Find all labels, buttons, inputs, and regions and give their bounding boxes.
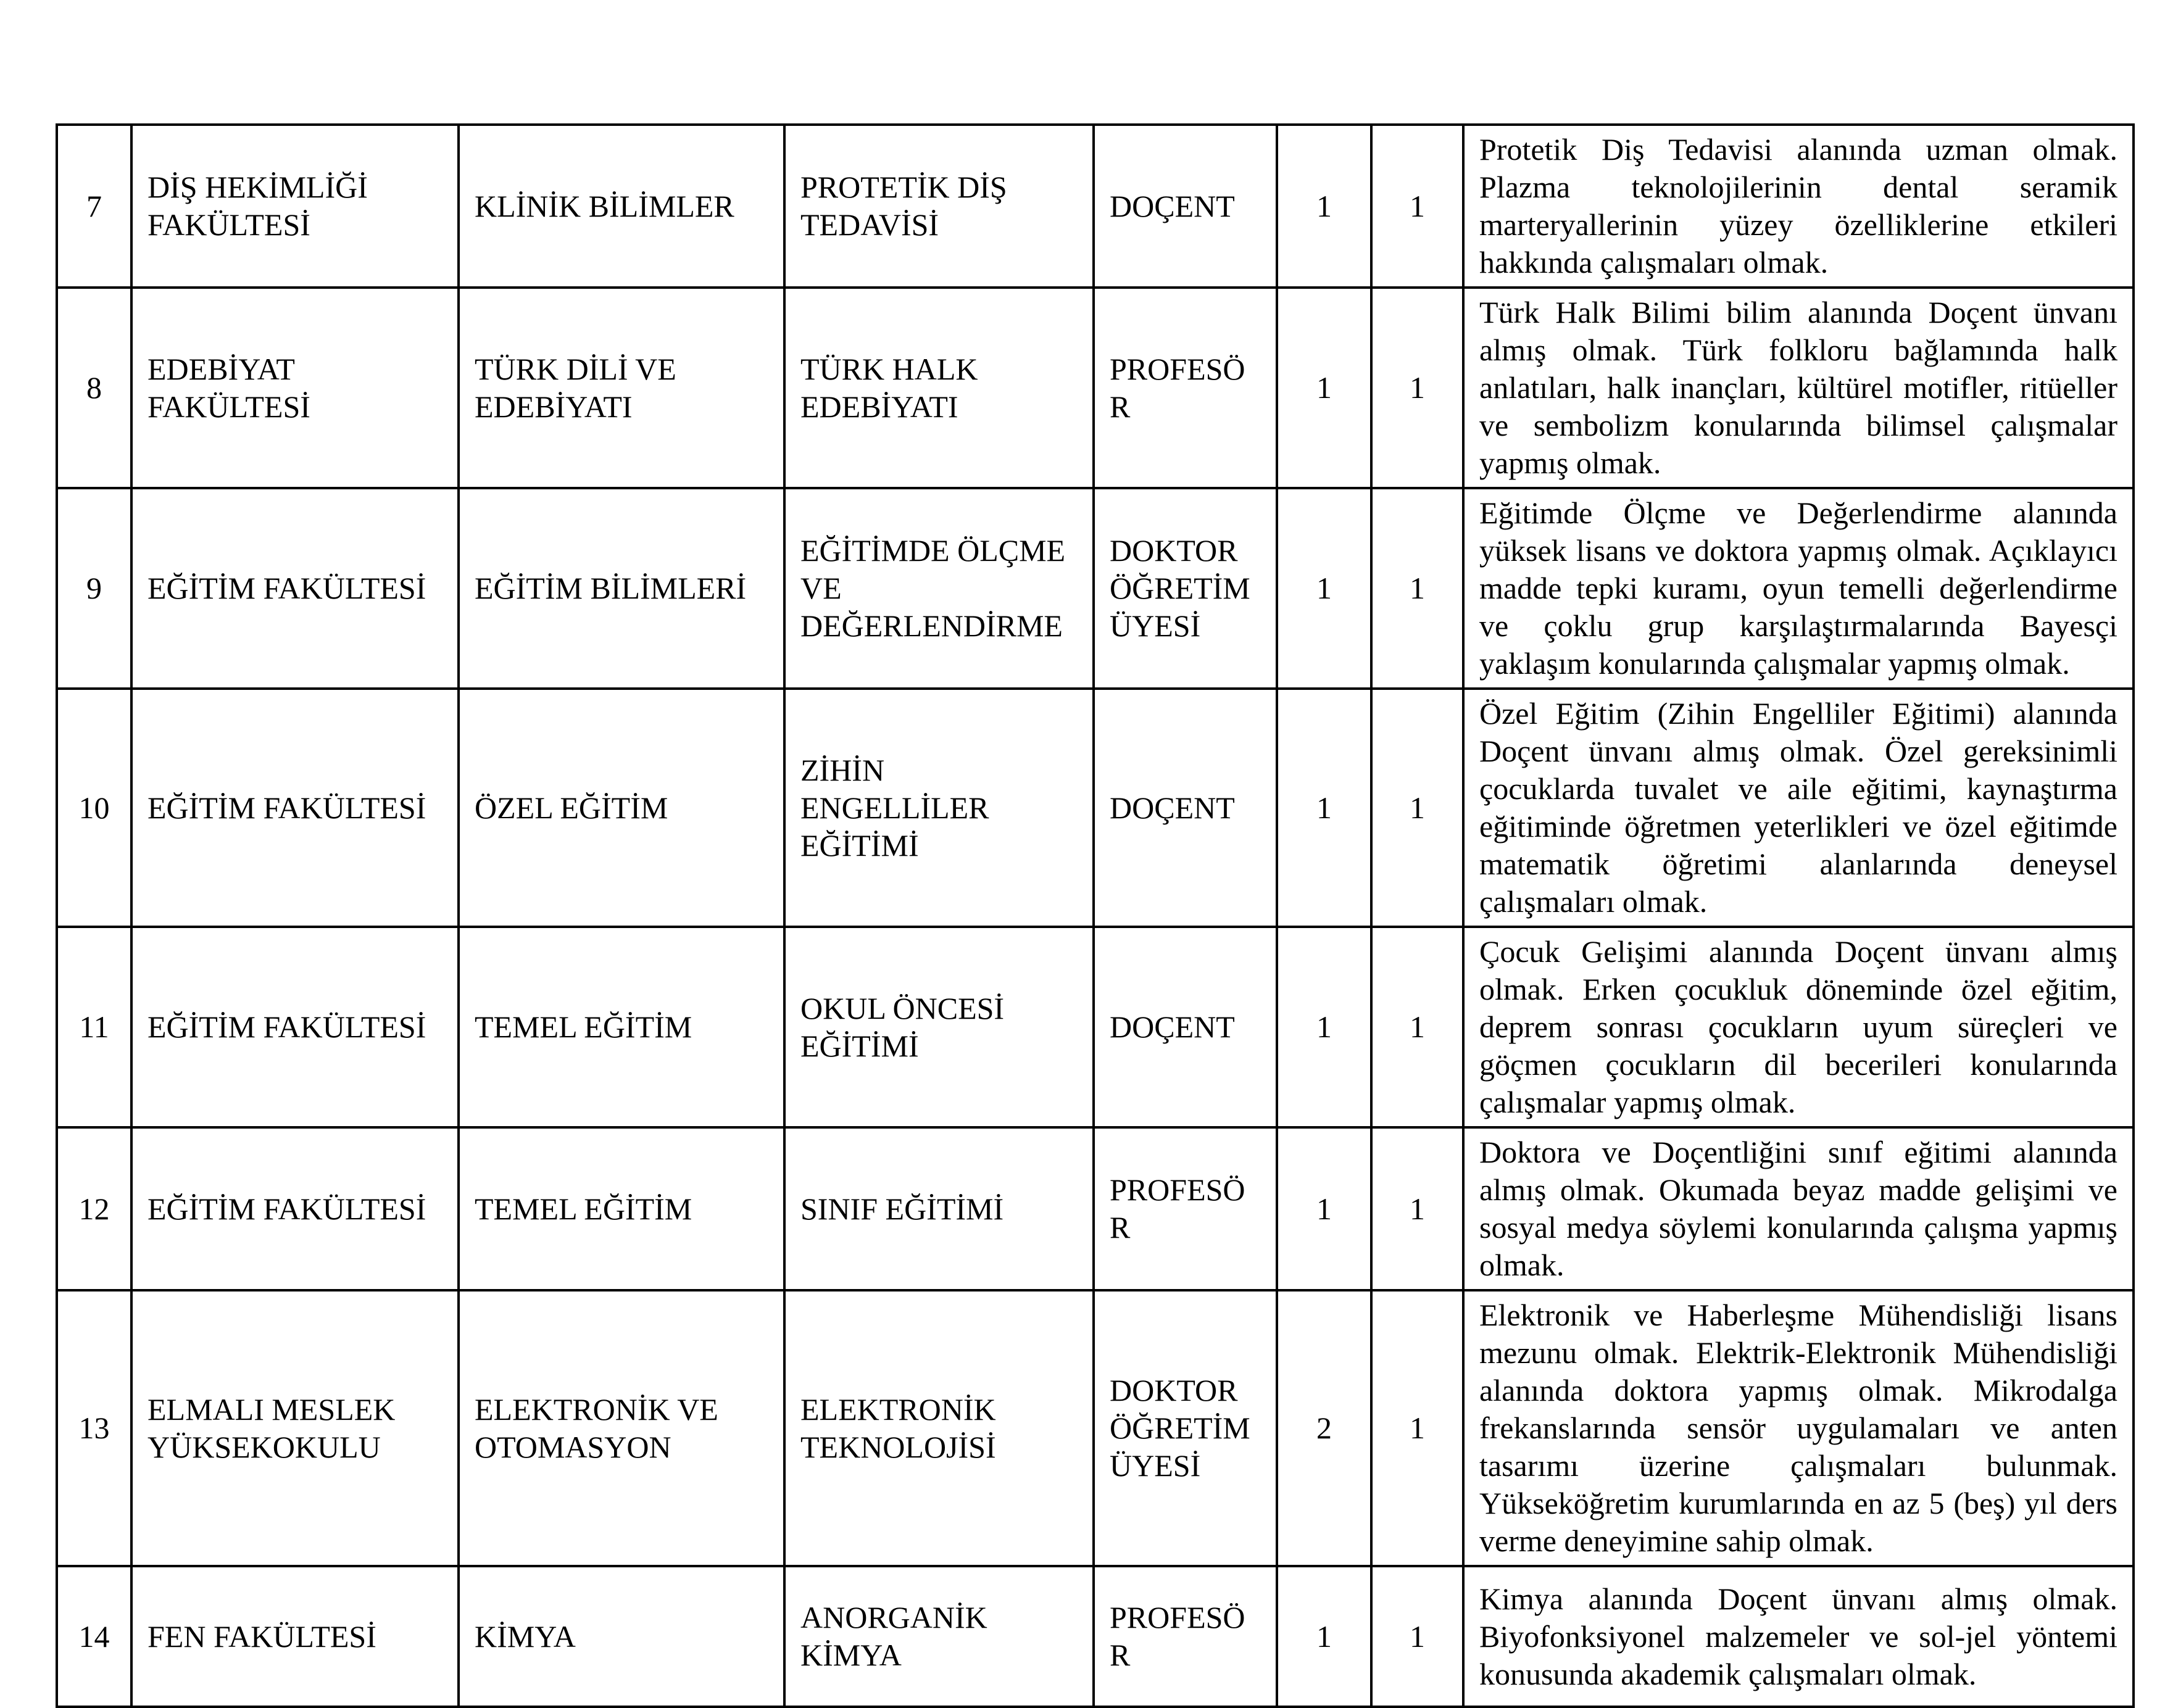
requirements-cell: Elektronik ve Haberleşme Mühendisliği lisans mezunu olmak. Elektrik-Elektronik Mühendisliği alanında doktora yapmış olmak. Mikrodalga frekanslarında sensör uygulamaları ve anten tasarımı üzerine çalışmaları bulunmak. Yükseköğretim kurumlarında en az 5 (beş) yıl ders verme deneyimine sahip olmak. bbox=[1463, 1290, 2134, 1566]
department-cell: KİMYA bbox=[459, 1566, 784, 1707]
table-row bbox=[57, 288, 2134, 488]
requirements-cell: Eğitimde Ölçme ve Değerlendirme alanında yüksek lisans ve doktora yapmış olmak. Açıklayıcı madde tepki kuramı, oyun temelli değerlendirme ve çoklu grup karşılaştırmalarında Bayesçi yaklaşım konularında çalışmalar yapmış olmak. bbox=[1463, 488, 2134, 689]
faculty-cell: EDEBİYAT FAKÜLTESİ bbox=[131, 288, 459, 488]
requirements-cell: Doktora ve Doçentliğini sınıf eğitimi alanında almış olmak. Okumada beyaz madde gelişimi ve sosyal medya söylemi konularında çalışma yapmış olmak. bbox=[1463, 1127, 2134, 1290]
position-count-cell: 1 bbox=[1277, 1566, 1371, 1707]
row-number-cell: 7 bbox=[57, 125, 131, 288]
academic-title-cell: DOÇENT bbox=[1094, 927, 1277, 1127]
faculty-cell: EĞİTİM FAKÜLTESİ bbox=[131, 1127, 459, 1290]
department-cell: TEMEL EĞİTİM bbox=[459, 1127, 784, 1290]
requirements-cell: Türk Halk Bilimi bilim alanında Doçent ünvanı almış olmak. Türk folkloru bağlamında halk anlatıları, halk inançları, kültürel motifler, ritüeller ve sembolizm konularında bilimsel çalışmalar yapmış olmak. bbox=[1463, 288, 2134, 488]
grade-count-cell: 1 bbox=[1371, 689, 1463, 927]
row-number-cell: 12 bbox=[57, 1127, 131, 1290]
position-count-cell: 1 bbox=[1277, 488, 1371, 689]
faculty-cell: ELMALI MESLEK YÜKSEKOKULU bbox=[131, 1290, 459, 1566]
row-number-cell: 13 bbox=[57, 1290, 131, 1566]
row-number-cell: 14 bbox=[57, 1566, 131, 1707]
program-cell: PROTETİK DİŞ TEDAVİSİ bbox=[784, 125, 1094, 288]
position-count-cell: 1 bbox=[1277, 1127, 1371, 1290]
department-cell: ELEKTRONİK VE OTOMASYON bbox=[459, 1290, 784, 1566]
table-row bbox=[57, 927, 2134, 1127]
academic-title-cell: DOÇENT bbox=[1094, 125, 1277, 288]
faculty-cell: DİŞ HEKİMLİĞİ FAKÜLTESİ bbox=[131, 125, 459, 288]
academic-title-cell: DOKTOR ÖĞRETİM ÜYESİ bbox=[1094, 488, 1277, 689]
program-cell: ELEKTRONİK TEKNOLOJİSİ bbox=[784, 1290, 1094, 1566]
grade-count-cell: 1 bbox=[1371, 125, 1463, 288]
academic-title-cell: PROFESÖR bbox=[1094, 288, 1277, 488]
table-body bbox=[57, 125, 2134, 1707]
faculty-cell: EĞİTİM FAKÜLTESİ bbox=[131, 927, 459, 1127]
position-count-cell: 1 bbox=[1277, 125, 1371, 288]
table-row bbox=[57, 1290, 2134, 1566]
department-cell: KLİNİK BİLİMLER bbox=[459, 125, 784, 288]
faculty-cell: EĞİTİM FAKÜLTESİ bbox=[131, 488, 459, 689]
faculty-cell: FEN FAKÜLTESİ bbox=[131, 1566, 459, 1707]
position-count-cell: 1 bbox=[1277, 288, 1371, 488]
academic-title-cell: PROFESÖR bbox=[1094, 1566, 1277, 1707]
faculty-cell: EĞİTİM FAKÜLTESİ bbox=[131, 689, 459, 927]
grade-count-cell: 1 bbox=[1371, 288, 1463, 488]
academic-positions-table bbox=[56, 123, 2135, 1708]
academic-title-cell: DOKTOR ÖĞRETİM ÜYESİ bbox=[1094, 1290, 1277, 1566]
row-number-cell: 10 bbox=[57, 689, 131, 927]
department-cell: TÜRK DİLİ VE EDEBİYATI bbox=[459, 288, 784, 488]
row-number-cell: 9 bbox=[57, 488, 131, 689]
position-count-cell: 1 bbox=[1277, 689, 1371, 927]
program-cell: ANORGANİK KİMYA bbox=[784, 1566, 1094, 1707]
program-cell: TÜRK HALK EDEBİYATI bbox=[784, 288, 1094, 488]
grade-count-cell: 1 bbox=[1371, 1290, 1463, 1566]
position-count-cell: 1 bbox=[1277, 927, 1371, 1127]
table-row bbox=[57, 1127, 2134, 1290]
program-cell: OKUL ÖNCESİ EĞİTİMİ bbox=[784, 927, 1094, 1127]
program-cell: EĞİTİMDE ÖLÇME VE DEĞERLENDİRME bbox=[784, 488, 1094, 689]
department-cell: EĞİTİM BİLİMLERİ bbox=[459, 488, 784, 689]
requirements-cell: Çocuk Gelişimi alanında Doçent ünvanı almış olmak. Erken çocukluk döneminde özel eğitim, deprem sonrası çocukların uyum süreçleri ve göçmen çocukların dil becerileri konularında çalışmalar yapmış olmak. bbox=[1463, 927, 2134, 1127]
row-number-cell: 8 bbox=[57, 288, 131, 488]
grade-count-cell: 1 bbox=[1371, 1127, 1463, 1290]
position-count-cell: 2 bbox=[1277, 1290, 1371, 1566]
grade-count-cell: 1 bbox=[1371, 927, 1463, 1127]
department-cell: TEMEL EĞİTİM bbox=[459, 927, 784, 1127]
department-cell: ÖZEL EĞİTİM bbox=[459, 689, 784, 927]
table-row bbox=[57, 1566, 2134, 1707]
table-row bbox=[57, 125, 2134, 288]
requirements-cell: Özel Eğitim (Zihin Engelliler Eğitimi) alanında Doçent ünvanı almış olmak. Özel gereksinimli çocuklarda tuvalet ve aile eğitimi, kaynaştırma eğitiminde öğretmen yeterlikleri ve özel eğitimde matematik öğretimi alanlarında deneysel çalışmaları olmak. bbox=[1463, 689, 2134, 927]
grade-count-cell: 1 bbox=[1371, 1566, 1463, 1707]
grade-count-cell: 1 bbox=[1371, 488, 1463, 689]
table-row bbox=[57, 488, 2134, 689]
program-cell: ZİHİN ENGELLİLER EĞİTİMİ bbox=[784, 689, 1094, 927]
academic-title-cell: PROFESÖR bbox=[1094, 1127, 1277, 1290]
requirements-cell: Protetik Diş Tedavisi alanında uzman olmak. Plazma teknolojilerinin dental seramik marteryallerinin yüzey özelliklerine etkileri hakkında çalışmaları olmak. bbox=[1463, 125, 2134, 288]
requirements-cell: Kimya alanında Doçent ünvanı almış olmak. Biyofonksiyonel malzemeler ve sol-jel yöntemi konusunda akademik çalışmaları olmak. bbox=[1463, 1566, 2134, 1707]
table-row bbox=[57, 689, 2134, 927]
program-cell: SINIF EĞİTİMİ bbox=[784, 1127, 1094, 1290]
academic-title-cell: DOÇENT bbox=[1094, 689, 1277, 927]
row-number-cell: 11 bbox=[57, 927, 131, 1127]
